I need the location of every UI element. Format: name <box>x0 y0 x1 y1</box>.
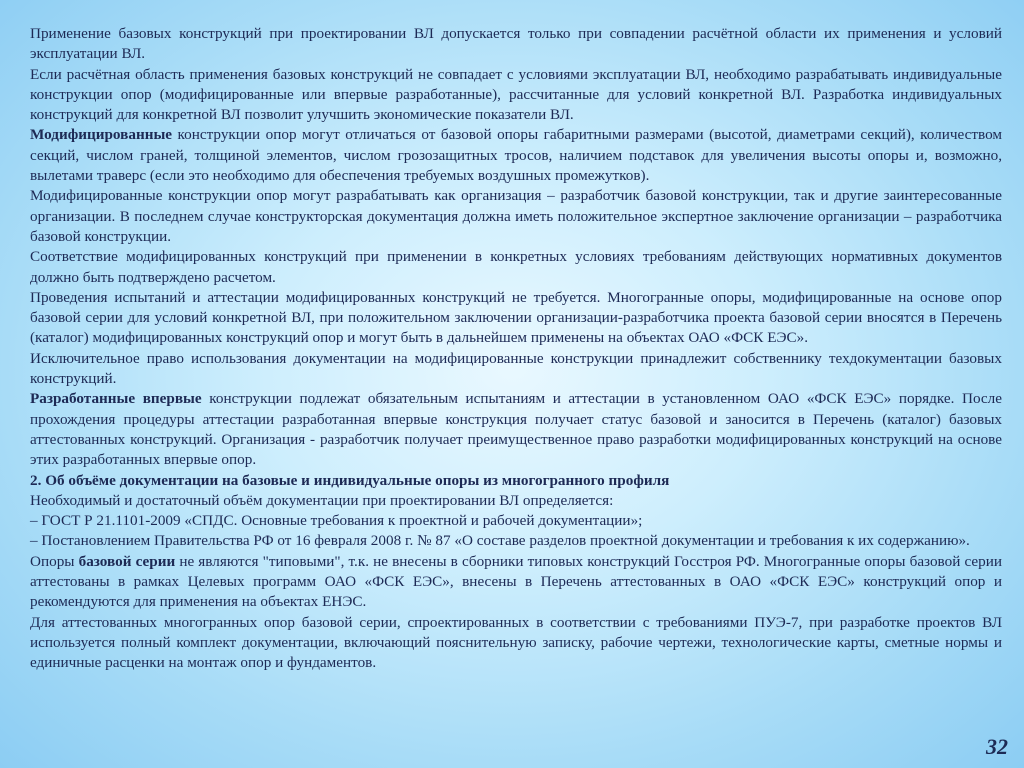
list-item-gost-text: – ГОСТ Р 21.1101-2009 «СПДС. Основные требования к проектной и рабочей документации»; <box>30 512 643 530</box>
paragraph-6-text: Проведения испытаний и аттестации модифицированных конструкций не требуется. Многогранные опоры, модифицированные на основе опор базовой серии для условий конкретной ВЛ, при положительном заключении организации-разработчика проекта базовой серии вносятся в Перечень (каталог) модифицированных конструкций опор и могут быть в дальнейшем применены на объектах ОАО «ФСК ЕЭС». <box>30 288 1002 347</box>
paragraph-8-bold: Разработанные впервые <box>30 390 202 408</box>
paragraph-8 <box>30 389 1002 470</box>
paragraph-13-bold: базовой серии <box>78 552 176 570</box>
paragraph-8-text: конструкции подлежат обязательным испытаниям и аттестации в установленном ОАО «ФСК ЕЭС» порядке. После прохождения процедуры аттестации разработанная впервые конструкция получает статус базовой и заносится в Перечень (каталог) базовых аттестованных конструкций. Организация - разработчик получает преимущественное право разработки модифицированных конструкций на основе этих разработанных впервые опор. <box>30 390 1002 469</box>
paragraph-1-text: Применение базовых конструкций при проектировании ВЛ допускается только при совпадении расчётной области их применения и условий эксплуатации ВЛ. <box>30 25 1002 63</box>
paragraph-6 <box>30 288 1002 349</box>
paragraph-1 <box>30 24 1002 65</box>
list-item-gost <box>30 511 1002 531</box>
paragraph-10 <box>30 491 1002 511</box>
paragraph-4-text: Модифицированные конструкции опор могут разрабатывать как организация – разработчик базовой конструкции, так и другие заинтересованные организации. В последнем случае конструкторская документация должна иметь положительное экспертное заключение организации – разработчика базовой конструкции. <box>30 187 1002 245</box>
paragraph-13-pre: Опоры <box>30 552 79 570</box>
paragraph-5-text: Соответствие модифицированных конструкций при применении в конкретных условиях требованиям действующих нормативных документов должно быть подтверждено расчетом. <box>30 248 1002 286</box>
paragraph-14-text: Для аттестованных многогранных опор базовой серии, спроектированных в соответствии с требованиями ПУЭ-7, при разработке проектов ВЛ используется полный комплект документации, включающий пояснительную записку, рабочие чертежи, технологические карты, сметные нормы и единичные расценки на монтаж опор и фундаментов. <box>30 613 1002 672</box>
paragraph-13-text: не являются "типовыми", т.к. не внесены в сборники типовых конструкций Госстроя РФ. Многогранные опоры базовой серии аттестованы в рамках Целевых программ ОАО «ФСК ЕЭС», внесены в Перечень аттестованных в ОАО «ФСК ЕЭС» конструкций опор и рекомендуются для применения на объектах ЕНЭС. <box>30 552 1002 611</box>
slide-body <box>30 24 1002 674</box>
paragraph-3-text: конструкции опор могут отличаться от базовой опоры габаритными размерами (высотой, диаметрами секций), количеством секций, числом граней, толщиной элементов, числом грозозащитных тросов, наличием подставок для увеличения высоты опоры и, возможно, вылетами траверс (если это необходимо для обеспечения требуемых воздушных промежутков). <box>30 126 1002 185</box>
paragraph-5 <box>30 247 1002 288</box>
list-item-decree-text: – Постановлением Правительства РФ от 16 февраля 2008 г. № 87 «О составе разделов проектной документации и требования к их содержанию». <box>30 532 970 550</box>
page-number: 32 <box>986 734 1008 759</box>
paragraph-10-text: Необходимый и достаточный объём документации при проектировании ВЛ определяется: <box>30 491 614 509</box>
section-heading-text: 2. Об объёме документации на базовые и индивидуальные опоры из многогранного профиля <box>30 471 670 489</box>
paragraph-7-text: Исключительное право использования документации на модифицированные конструкции принадлежит собственнику техдокументации базовых конструкций. <box>30 349 1002 388</box>
paragraph-3 <box>30 125 1002 186</box>
paragraph-2-text: Если расчётная область применения базовых конструкций не совпадает с условиями эксплуатации ВЛ, необходимо разрабатывать индивидуальные конструкции опор (модифицированные или впервые разработанные), рассчитанные для условий конкретной ВЛ. Разработка индивидуальных конструкций для конкретной ВЛ позволит улучшить экономические показатели ВЛ. <box>30 65 1002 124</box>
paragraph-13 <box>30 552 1002 613</box>
paragraph-14 <box>30 613 1002 674</box>
section-heading <box>30 471 1002 491</box>
paragraph-2 <box>30 65 1002 126</box>
paragraph-3-bold: Модифицированные <box>30 126 173 144</box>
paragraph-7 <box>30 349 1002 390</box>
list-item-decree <box>30 531 1002 551</box>
paragraph-4 <box>30 186 1002 247</box>
